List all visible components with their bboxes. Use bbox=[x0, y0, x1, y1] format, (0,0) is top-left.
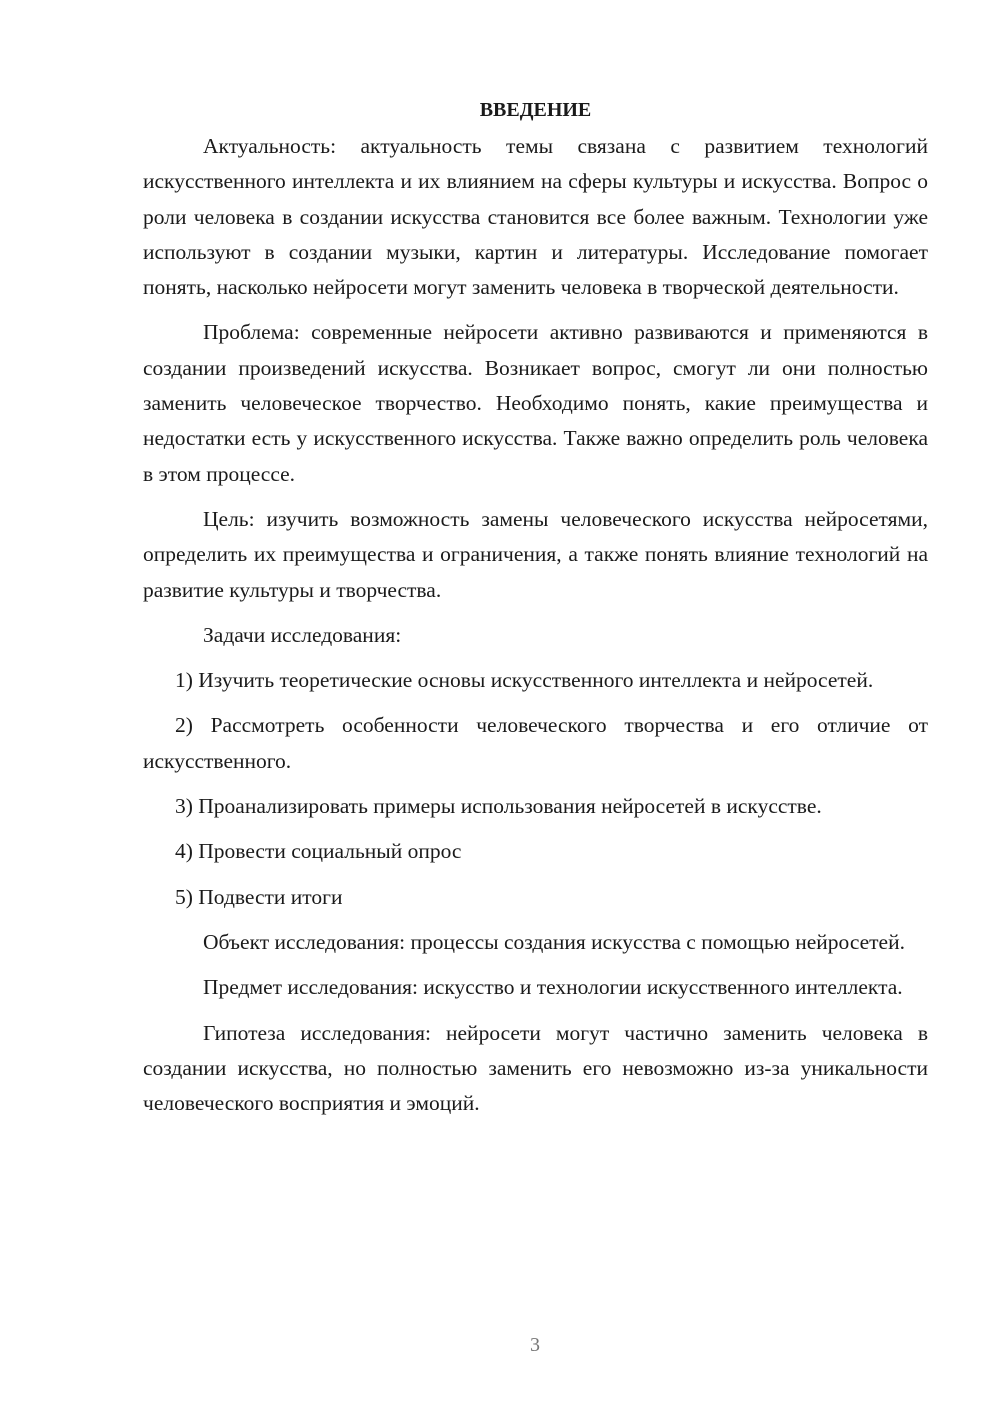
paragraph-object: Объект исследования: процессы создания искусства с помощью нейросетей. bbox=[203, 929, 905, 954]
task-item-2: 2) Рассмотреть особенности человеческого творчества и его отличие от искусственного. bbox=[143, 713, 928, 773]
paragraph-hypothesis: Гипотеза исследования: нейросети могут частично заменить человека в создании искусства, но полностью заменить его невозможно из-за уникальности человеческого восприятия и эмоций. bbox=[143, 1020, 928, 1116]
paragraph-problem: Проблема: современные нейросети активно развиваются и применяются в создании произведений искусства. Возникает вопрос, смогут ли они полностью заменить человеческое творчество. Необходимо понять, какие преимущества и недостатки есть у искусственного искусства. Также важно определить роль человека в этом процессе. bbox=[143, 320, 928, 486]
task-item-3: 3) Проанализировать примеры использования нейросетей в искусстве. bbox=[175, 794, 822, 819]
task-item-5: 5) Подвести итоги bbox=[175, 884, 343, 909]
paragraph-relevance: Актуальность: актуальность темы связана с развитием технологий искусственного интеллекта и их влиянием на сферы культуры и искусства. Вопрос о роли человека в создании искусства становится все более важным. Технологии уже используют в создании музыки, картин и литературы. Исследование помогает понять, насколько нейросети могут заменить человека в творческой деятельности. bbox=[143, 134, 928, 300]
paragraph-tasks-heading: Задачи исследования: bbox=[203, 622, 402, 647]
document-page bbox=[143, 95, 928, 1131]
task-item-4: 4) Провести социальный опрос bbox=[175, 839, 462, 864]
page-title: ВВЕДЕНИЕ bbox=[479, 99, 592, 121]
paragraph-subject: Предмет исследования: искусство и технологии искусственного интеллекта. bbox=[203, 975, 903, 1000]
page-number: 3 bbox=[530, 1334, 540, 1356]
task-item-1: 1) Изучить теоретические основы искусственного интеллекта и нейросетей. bbox=[175, 668, 874, 693]
paragraph-goal: Цель: изучить возможность замены человеческого искусства нейросетями, определить их преимущества и ограничения, а также понять влияние технологий на развитие культуры и творчества. bbox=[143, 506, 928, 602]
